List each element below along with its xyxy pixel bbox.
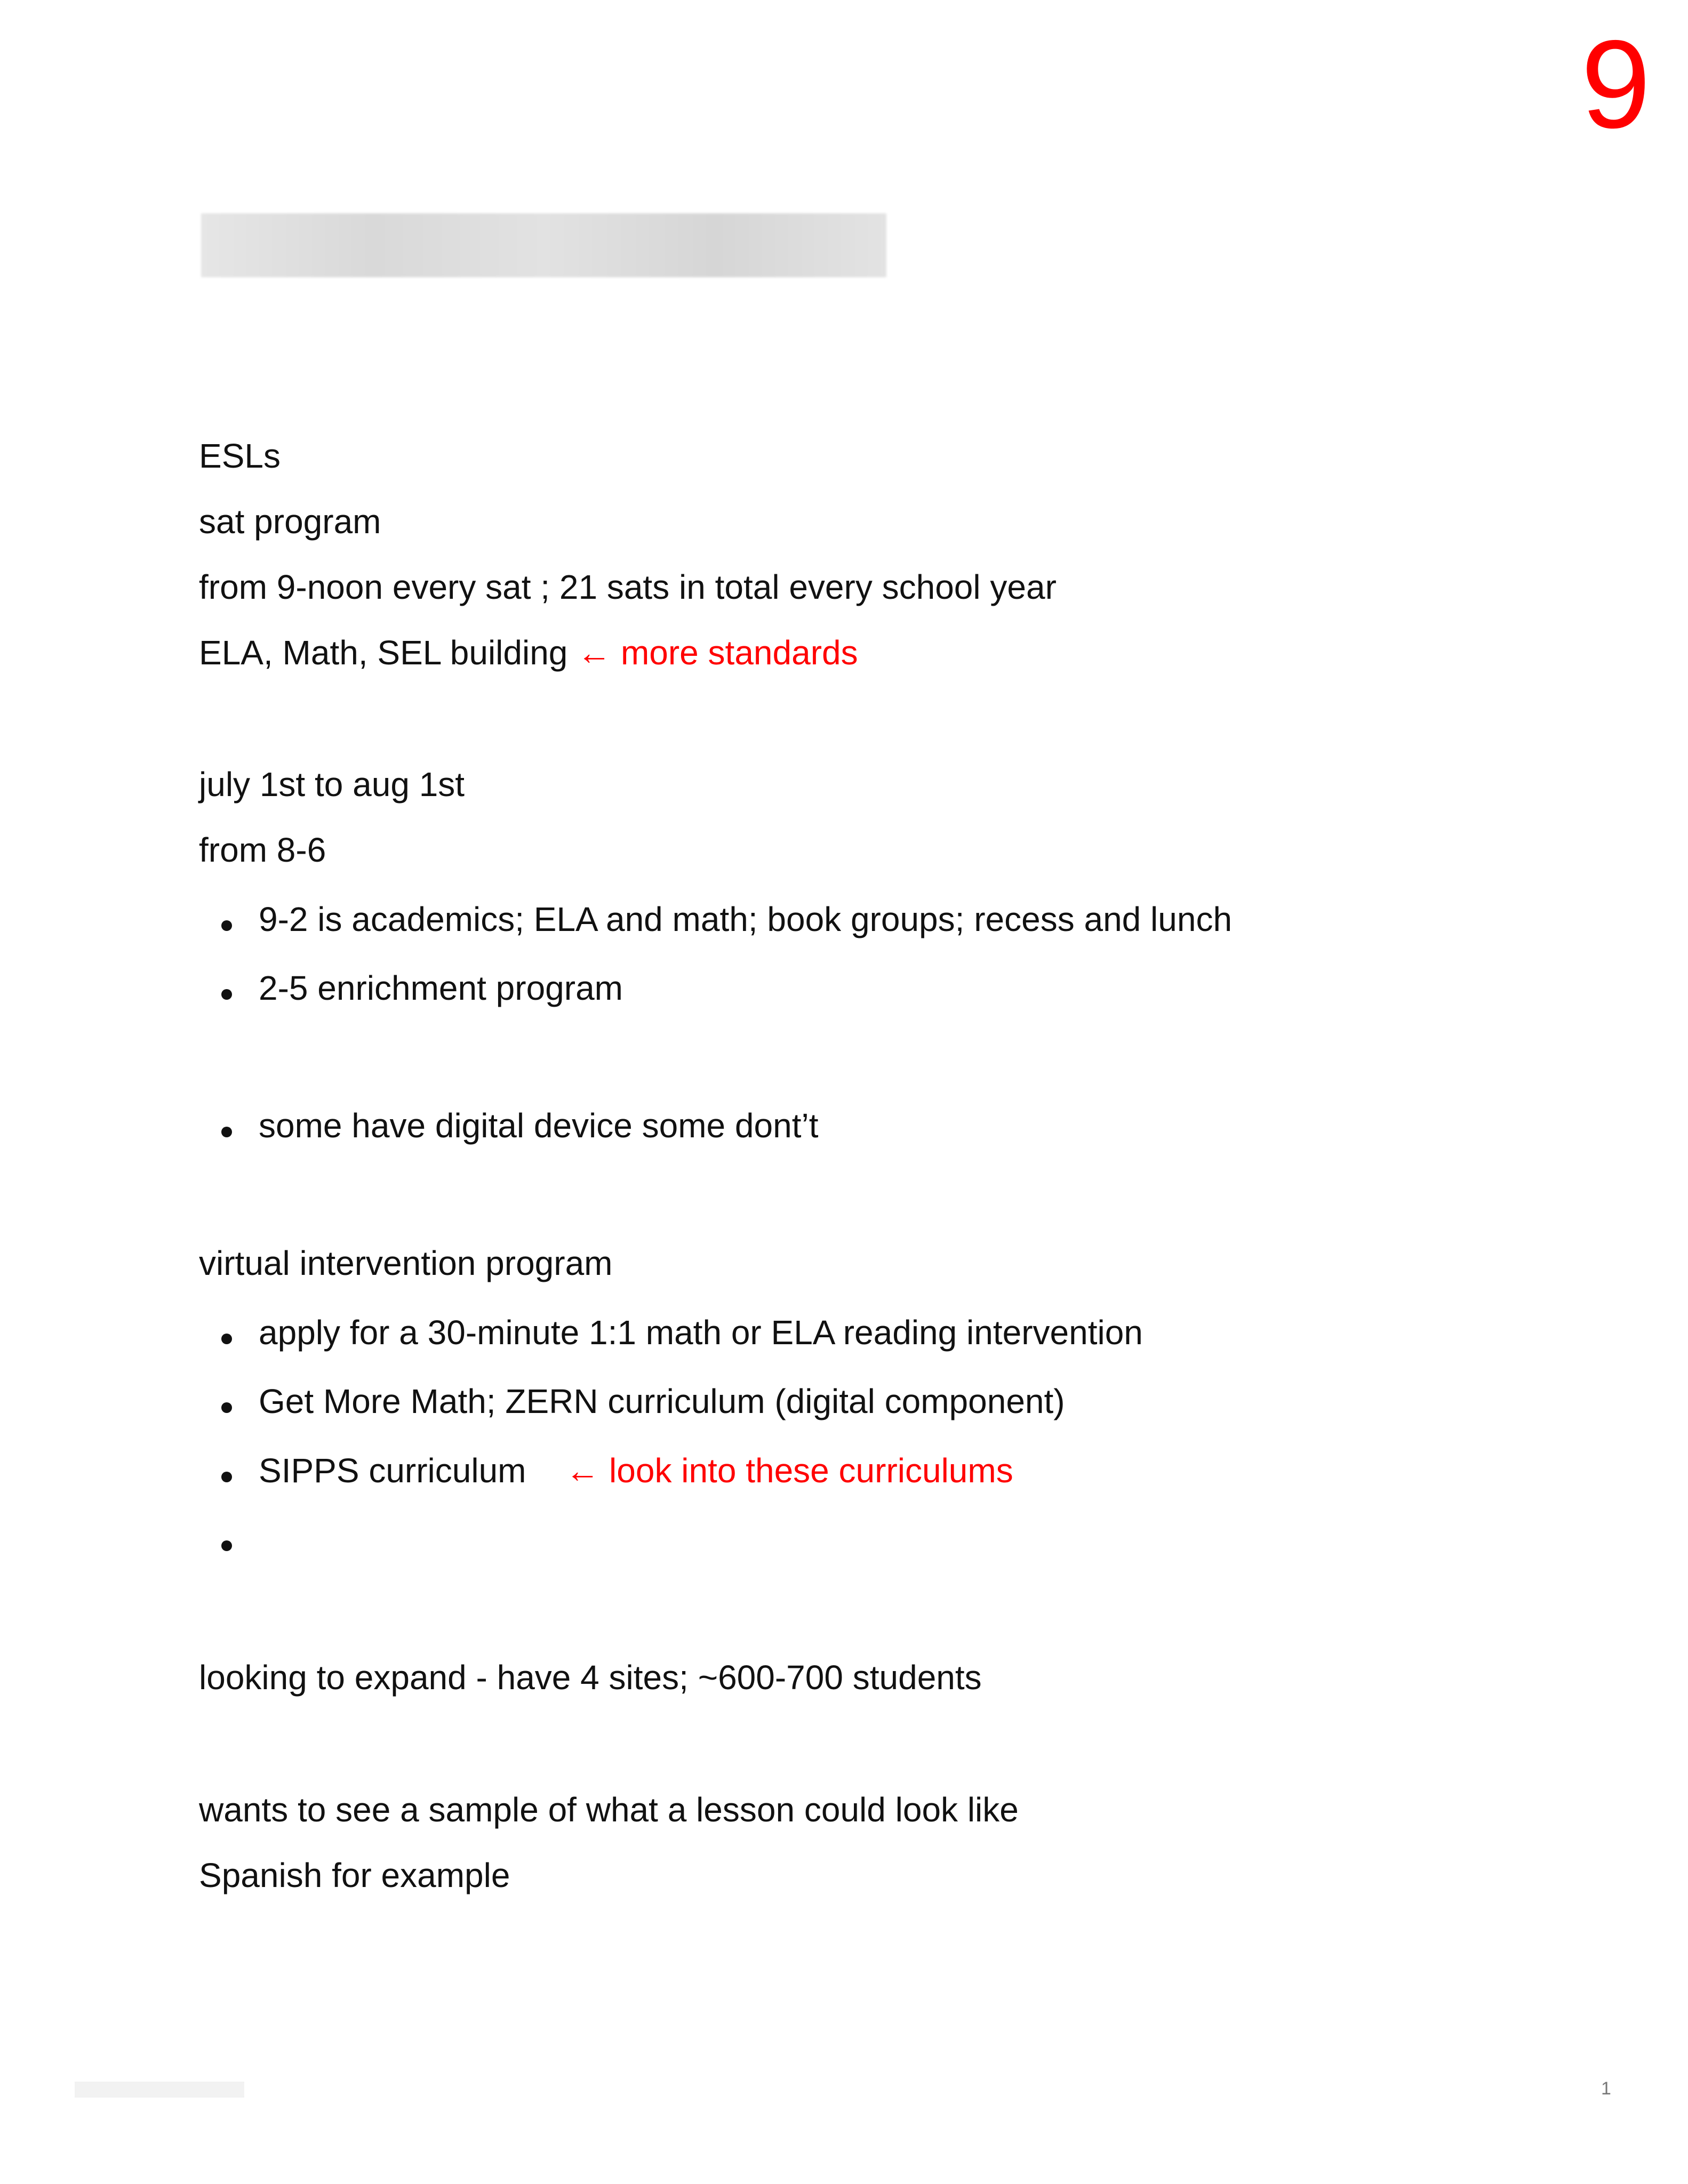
sipps-note: ← look into these curriculums [565,1451,1013,1490]
bullet-icon [221,1127,232,1137]
line-subjects [199,633,858,672]
list-item-text [259,1451,1013,1490]
line-schedule: from 9-noon every sat ; 21 sats in total every school year [199,568,1057,606]
bullet-icon [221,1540,232,1551]
bullet-icon [221,1472,232,1482]
line-virtual-program: virtual intervention program [199,1244,613,1282]
line-esls: ESLs [199,437,281,475]
subjects-note: ← more standards [577,633,858,672]
bullet-icon [221,920,232,931]
line-expansion: looking to expand - have 4 sites; ~600-700 students [199,1658,982,1697]
bullet-icon [221,989,232,1000]
redacted-title [201,213,886,277]
line-summer-hours: from 8-6 [199,831,326,869]
list-item-text: Get More Math; ZERN curriculum (digital component) [259,1382,1065,1420]
list-item-text: some have digital device some dont’t [259,1106,819,1145]
list-item-text: 9-2 is academics; ELA and math; book groups; recess and lunch [259,900,1233,938]
line-sat-program: sat program [199,502,381,541]
bullet-icon [221,1334,232,1344]
line-spanish-example: Spanish for example [199,1856,510,1894]
list-item-text: apply for a 30-minute 1:1 math or ELA reading intervention [259,1313,1143,1352]
bullet-icon [221,1402,232,1413]
page-annotation-number: 9 [1581,14,1651,154]
line-sample-request: wants to see a sample of what a lesson could look like [199,1790,1019,1829]
line-summer-dates: july 1st to aug 1st [199,765,465,804]
subjects-text: ELA, Math, SEL building [199,633,568,672]
footer-redacted [75,2082,244,2098]
sipps-text: SIPPS curriculum [259,1451,526,1490]
footer-page-number: 1 [1601,2078,1611,2099]
list-item-text: 2-5 enrichment program [259,969,623,1007]
